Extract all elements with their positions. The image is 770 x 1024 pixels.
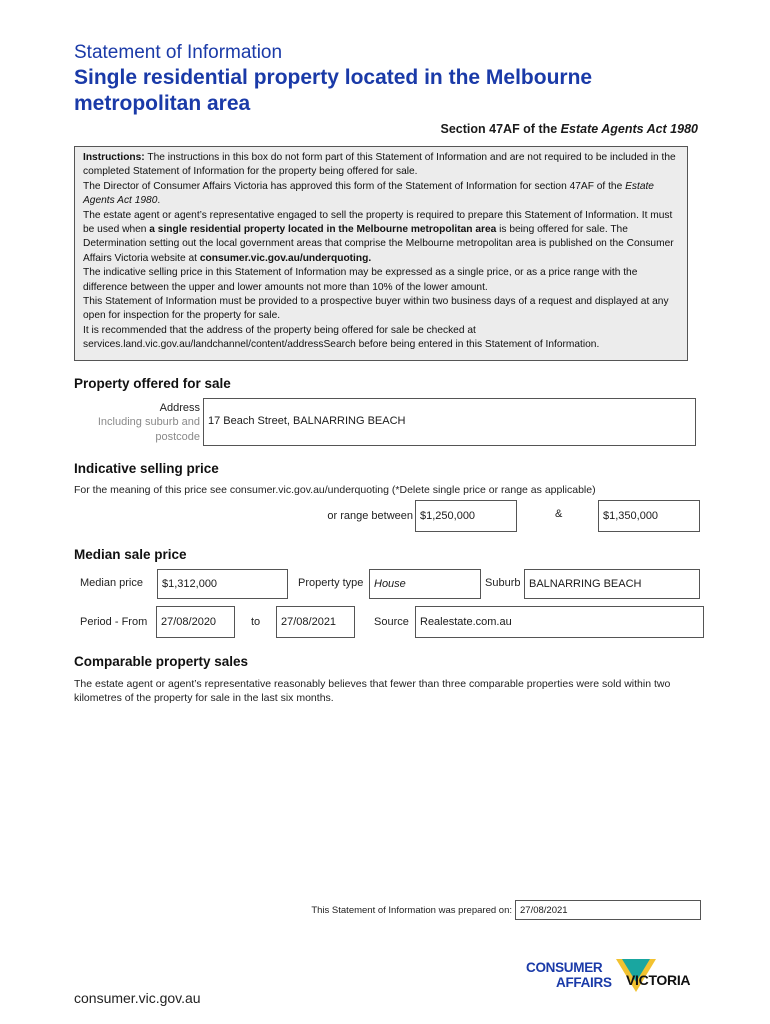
document-title: Single residential property located in the Melbourne metropolitan area — [74, 66, 593, 115]
logo-victoria: VICTORIA — [626, 972, 691, 988]
period-to-value: 27/08/2021 — [281, 616, 337, 628]
instructions-p2 — [83, 180, 679, 209]
property-heading: Property offered for sale — [74, 376, 231, 391]
suburb-value: BALNARRING BEACH — [529, 578, 642, 590]
consumer-affairs-victoria-logo — [526, 958, 700, 994]
property-type-field[interactable] — [369, 569, 481, 599]
instructions-box — [74, 146, 688, 361]
address-hint-2: postcode — [155, 431, 200, 443]
prepared-value: 27/08/2021 — [520, 904, 568, 916]
suburb-field[interactable] — [524, 569, 700, 599]
prepared-field[interactable] — [515, 900, 701, 920]
comparable-heading: Comparable property sales — [74, 654, 249, 669]
median-heading: Median sale price — [74, 547, 187, 562]
instructions-p6: It is recommended that the address of the property being offered for sale be checked at services.land.vic.gov.au/landchannel/content/addressSearch before being entered in this Statement of Information. — [83, 324, 600, 351]
instructions-p1-text: The instructions in this box do not form part of this Statement of Information and are not required to be included in the completed Statement of Information for the property being offered for sale. — [83, 152, 676, 178]
instructions-p5: This Statement of Information must be provided to a prospective buyer within two business days of a request and displayed at any open for inspection for the property for sale. — [83, 296, 669, 322]
range-label: or range between — [327, 510, 413, 522]
range-high-field[interactable] — [598, 500, 700, 532]
instructions-p2-end: . — [157, 195, 161, 207]
instructions-p4: The indicative selling price in this Statement of Information may be expressed as a single price, or as a price range with the difference between the upper and lower amounts not more than 10% of the lower amount. — [83, 267, 638, 293]
property-type-value: House — [374, 578, 406, 590]
address-hint-1: Including suburb and — [97, 416, 200, 428]
suburb-label: Suburb — [485, 577, 521, 589]
source-label: Source — [374, 616, 409, 628]
footer-url: consumer.vic.gov.au — [74, 990, 201, 1006]
period-to-label: to — [251, 616, 261, 628]
instructions-p2-text: The Director of Consumer Affairs Victoria has approved this form of the Statement of Information for section 47AF of the — [83, 180, 626, 192]
range-low-field[interactable] — [415, 500, 517, 532]
period-from-value: 27/08/2020 — [161, 616, 217, 628]
period-to-field[interactable] — [276, 606, 355, 638]
comparable-text: The estate agent or agent’s representative reasonably believes that fewer than three comparable properties were sold within two kilometres of the property for sale in the last six months. — [74, 678, 671, 704]
prepared-label: This Statement of Information was prepared on: — [311, 905, 512, 916]
period-label: Period - From — [80, 616, 148, 628]
median-price-value: $1,312,000 — [162, 578, 218, 590]
instructions-p2-act: Estate Agents Act 1980 — [83, 180, 654, 207]
property-type-label: Property type — [298, 577, 364, 589]
address-field[interactable] — [203, 398, 696, 446]
logo-line-2: AFFAIRS — [556, 975, 612, 990]
document-subtitle: Statement of Information — [74, 42, 283, 63]
section-act: Estate Agents Act 1980 — [560, 122, 698, 136]
section-prefix: Section 47AF of the — [440, 122, 561, 136]
median-price-field[interactable] — [157, 569, 288, 599]
instructions-p3-bold: a single residential property located in the Melbourne metropolitan area — [149, 224, 497, 236]
instructions-p1 — [83, 151, 679, 180]
range-high-value: $1,350,000 — [603, 510, 659, 522]
indicative-heading: Indicative selling price — [74, 461, 219, 476]
section-reference — [441, 122, 698, 136]
source-value: Realestate.com.au — [420, 616, 512, 628]
address-label: Address — [159, 402, 200, 414]
instructions-label: Instructions: — [83, 152, 145, 163]
instructions-p3 — [83, 209, 679, 267]
range-amp: & — [555, 508, 563, 520]
range-low-value: $1,250,000 — [420, 510, 476, 522]
address-value: 17 Beach Street, BALNARRING BEACH — [208, 415, 406, 427]
instructions-p3-text-b: is being offered for sale. The Determination setting out the local government areas that comprise the Melbourne metropolitan area is published on the Consumer Affairs Victoria website at — [83, 224, 674, 264]
logo-line-1: CONSUMER — [526, 960, 603, 975]
median-price-label: Median price — [80, 577, 143, 589]
indicative-note: For the meaning of this price see consumer.vic.gov.au/underquoting (*Delete single price or range as applicable) — [74, 484, 596, 496]
source-field[interactable] — [415, 606, 704, 638]
instructions-p3-text-a: The estate agent or agent’s representative engaged to sell the property is required to prepare this Statement of Information. It must be used when — [83, 209, 673, 236]
instructions-p3-link[interactable]: consumer.vic.gov.au/underquoting. — [199, 252, 372, 264]
period-from-field[interactable] — [156, 606, 235, 638]
